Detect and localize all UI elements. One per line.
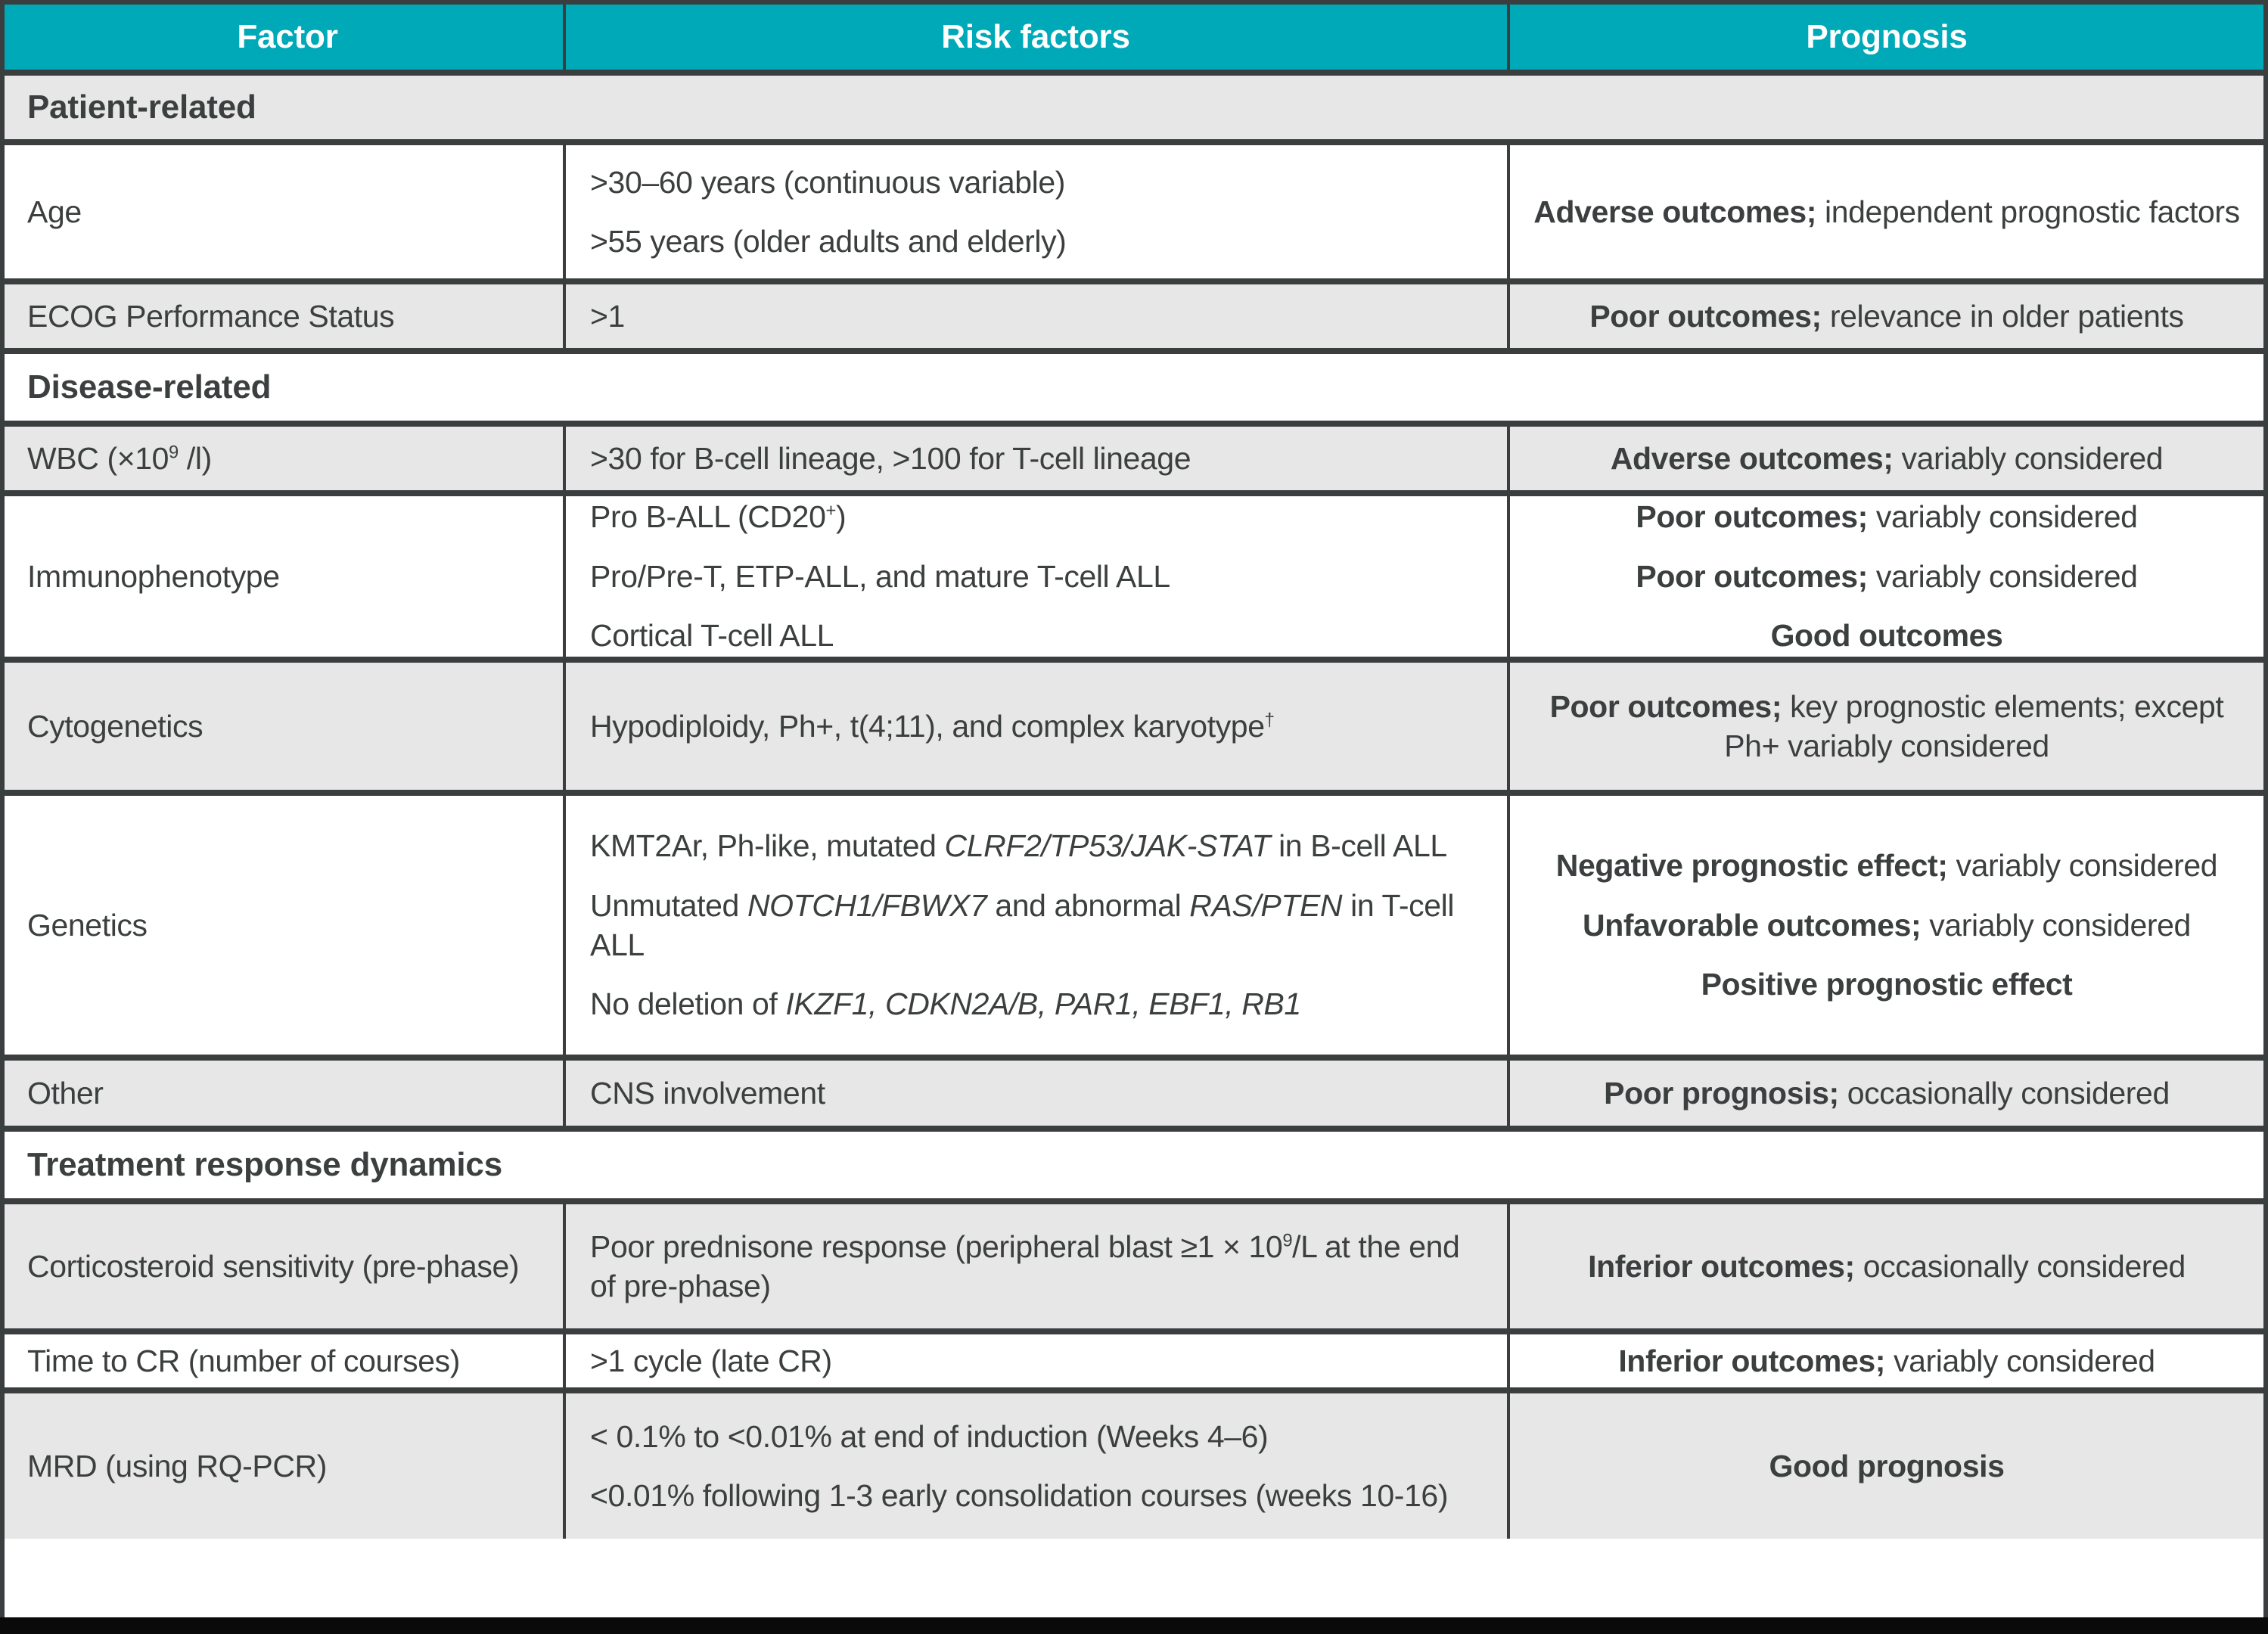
text-run: +: [825, 500, 836, 521]
table-row: [5, 790, 2263, 1055]
prognosis-cell-line: [1589, 297, 2183, 336]
prognosis-cell: [1510, 796, 2263, 1055]
prognosis-cell-line: [1611, 439, 2163, 478]
risk-factors-cell: [566, 284, 1510, 348]
text-run: >30–60 years (continuous variable): [590, 164, 1065, 200]
factor-cell-line: [27, 707, 203, 746]
section-label: Treatment response dynamics: [27, 1146, 502, 1183]
text-run: Pro/Pre-T, ETP-ALL, and mature T-cell ALL: [590, 558, 1170, 594]
text-run: Age: [27, 194, 82, 229]
text-run: <0.01% following 1-3 early consolidation courses (weeks 10-16): [590, 1478, 1449, 1513]
text-run: Poor outcomes;: [1636, 499, 1868, 535]
prognosis-cell-line: [1604, 1073, 2170, 1113]
prognosis-cell: [1510, 663, 2263, 790]
text-run: Poor prednisone response (peripheral blast ≥1 × 10: [590, 1229, 1283, 1264]
text-run: Inferior outcomes;: [1618, 1343, 1886, 1378]
text-run: /L at the end of pre-phase): [590, 1229, 1460, 1303]
text-run: Corticosteroid sensitivity (pre-phase): [27, 1248, 520, 1284]
prognosis-cell-line: [1701, 965, 2073, 1004]
text-run: ): [835, 499, 847, 535]
risk-factors-cell: [566, 663, 1510, 790]
text-run: CNS involvement: [590, 1075, 825, 1111]
text-run: Poor outcomes;: [1589, 298, 1822, 334]
table-header-row: [5, 5, 2263, 70]
text-run: RAS/PTEN: [1189, 887, 1343, 923]
table-row: [5, 421, 2263, 490]
text-run: independent prognostic factors: [1816, 194, 2240, 229]
factor-cell-line: [27, 1073, 104, 1113]
risk-factors-cell: [566, 1061, 1510, 1126]
risk-factors-cell-line: [590, 439, 1191, 478]
text-run: Adverse outcomes;: [1533, 194, 1816, 229]
table-row: [5, 490, 2263, 657]
risk-factors-cell-line: [590, 1341, 832, 1381]
text-run: Poor prognosis;: [1604, 1075, 1839, 1111]
text-run: Time to CR (number of courses): [27, 1343, 461, 1378]
prognosis-cell-line: [1528, 687, 2245, 766]
text-run: >30 for B-cell lineage, >100 for T-cell lineage: [590, 440, 1191, 476]
section-row: [5, 70, 2263, 139]
prognosis-cell: [1510, 1334, 2263, 1387]
text-run: relevance in older patients: [1821, 298, 2184, 334]
prognosis-cell: [1510, 284, 2263, 348]
prognosis-cell: [1510, 145, 2263, 278]
text-run: Good outcomes: [1770, 618, 2003, 654]
prognosis-cell-line: [1636, 557, 2137, 596]
prognosis-cell-line: [1618, 1341, 2155, 1381]
risk-factors-cell-line: [590, 886, 1481, 965]
text-run: variably considered: [1867, 499, 2138, 535]
factor-cell-line: [27, 557, 280, 596]
text-run: >1 cycle (late CR): [590, 1343, 832, 1378]
table-row: [5, 1198, 2263, 1328]
factor-cell-line: [27, 1247, 519, 1286]
text-run: Unmutated: [590, 887, 747, 923]
risk-factors-cell-line: [590, 707, 1274, 746]
text-run: IKZF1, CDKN2A/B, PAR1, EBF1, RB1: [785, 986, 1301, 1022]
prognosis-cell: [1510, 1061, 2263, 1126]
prognosis-cell-line: [1583, 906, 2191, 945]
risk-factors-cell: [566, 496, 1510, 657]
text-run: variably considered: [1947, 848, 2218, 884]
risk-factors-cell: [566, 796, 1510, 1055]
risk-factors-cell-line: [590, 163, 1065, 202]
text-run: Inferior outcomes;: [1588, 1248, 1855, 1284]
text-run: CLRF2/TP53/JAK-STAT: [944, 828, 1271, 864]
text-run: Other: [27, 1075, 104, 1111]
factor-cell-line: [27, 906, 148, 945]
text-run: KMT2Ar, Ph-like, mutated: [590, 828, 945, 864]
text-run: variably considered: [1893, 440, 2164, 476]
table-row: [5, 1387, 2263, 1539]
text-run: Poor outcomes;: [1636, 558, 1868, 594]
section-row: [5, 1126, 2263, 1198]
factor-cell: [5, 284, 566, 348]
text-run: Adverse outcomes;: [1610, 440, 1894, 476]
text-run: in B-cell ALL: [1270, 828, 1447, 864]
text-run: key prognostic elements; except Ph+ variably considered: [1724, 688, 2224, 763]
prognosis-cell-line: [1556, 846, 2217, 885]
factor-cell-line: [27, 1341, 460, 1381]
bottom-border-band: [0, 1617, 2268, 1634]
risk-factors-cell-line: [590, 222, 1066, 261]
text-run: in T-cell ALL: [590, 887, 1455, 962]
text-run: < 0.1% to <0.01% at end of induction (Weeks 4–6): [590, 1418, 1269, 1454]
prognosis-cell-line: [1771, 616, 2003, 655]
text-run: Genetics: [27, 907, 148, 943]
risk-factors-cell: [566, 1334, 1510, 1387]
text-run: Negative prognostic effect;: [1555, 848, 1948, 884]
factor-cell: [5, 145, 566, 278]
prognosis-cell-line: [1636, 497, 2137, 536]
risk-factors-cell-line: [590, 984, 1301, 1024]
text-run: 9: [1282, 1229, 1293, 1250]
factor-cell-line: [27, 297, 394, 336]
text-run: /l): [178, 440, 212, 476]
text-run: MRD (using RQ-PCR): [27, 1448, 327, 1483]
factor-cell: [5, 1393, 566, 1539]
table-row: [5, 1328, 2263, 1387]
prognosis-cell-line: [1769, 1446, 2005, 1486]
table-row: [5, 139, 2263, 278]
table-row: [5, 278, 2263, 348]
prognosis-cell: [1510, 1393, 2263, 1539]
factor-cell-line: [27, 439, 212, 478]
prognosis-cell-line: [1588, 1247, 2186, 1286]
factor-cell: [5, 1061, 566, 1126]
text-run: Good prognosis: [1769, 1448, 2005, 1483]
risk-factors-cell-line: [590, 826, 1447, 865]
risk-factors-cell: [566, 427, 1510, 490]
text-run: >1: [590, 298, 625, 334]
text-run: Positive prognostic effect: [1701, 967, 2073, 1002]
column-header-risk-factors: Risk factors: [566, 5, 1510, 70]
text-run: variably considered: [1885, 1343, 2155, 1378]
table-row: [5, 1055, 2263, 1126]
column-header-prognosis: Prognosis: [1510, 5, 2263, 70]
text-run: occasionally considered: [1838, 1075, 2170, 1111]
risk-factors-cell-line: [590, 1073, 825, 1113]
factor-cell: [5, 1204, 566, 1328]
risk-factors-cell-line: [590, 297, 625, 336]
text-run: Unfavorable outcomes;: [1583, 907, 1922, 943]
risk-factors-cell: [566, 1393, 1510, 1539]
factor-cell: [5, 663, 566, 790]
prognosis-cell: [1510, 496, 2263, 657]
text-run: and abnormal: [986, 887, 1190, 923]
text-run: NOTCH1/FBWX7: [747, 887, 987, 923]
factor-cell: [5, 1334, 566, 1387]
text-run: †: [1264, 710, 1275, 731]
section-label: Disease-related: [27, 368, 272, 405]
factor-cell: [5, 427, 566, 490]
factor-cell-line: [27, 1446, 327, 1486]
text-run: ECOG Performance Status: [27, 298, 395, 334]
risk-factors-cell-line: [590, 616, 834, 655]
prognosis-cell-line: [1533, 192, 2239, 231]
text-run: variably considered: [1867, 558, 2138, 594]
text-run: 9: [169, 442, 179, 463]
text-run: WBC (×10: [27, 440, 169, 476]
text-run: Pro B-ALL (CD20: [590, 499, 826, 535]
risk-factors-cell-line: [590, 1227, 1481, 1306]
table-body: [5, 5, 2263, 1539]
risk-factors-cell: [566, 1204, 1510, 1328]
text-run: No deletion of: [590, 986, 786, 1022]
prognosis-cell: [1510, 1204, 2263, 1328]
factor-cell: [5, 496, 566, 657]
text-run: variably considered: [1921, 907, 2191, 943]
text-run: Cortical T-cell ALL: [590, 618, 834, 654]
section-row: [5, 348, 2263, 421]
text-run: Cytogenetics: [27, 708, 203, 744]
risk-factors-cell-line: [590, 1417, 1268, 1456]
risk-factors-cell-line: [590, 557, 1170, 596]
table-row: [5, 657, 2263, 790]
risk-factors-cell: [566, 145, 1510, 278]
factor-cell-line: [27, 192, 82, 231]
text-run: >55 years (older adults and elderly): [590, 224, 1067, 259]
factor-cell: [5, 796, 566, 1055]
prognosis-cell: [1510, 427, 2263, 490]
text-run: Poor outcomes;: [1549, 688, 1782, 724]
text-run: Hypodiploidy, Ph+, t(4;11), and complex karyotype: [590, 708, 1265, 744]
section-label: Patient-related: [27, 89, 256, 126]
text-run: occasionally considered: [1854, 1248, 2186, 1284]
risk-factors-cell-line: [590, 1476, 1448, 1515]
column-header-factor: Factor: [5, 5, 566, 70]
risk-factors-cell-line: [590, 497, 846, 536]
text-run: Immunophenotype: [27, 558, 280, 594]
